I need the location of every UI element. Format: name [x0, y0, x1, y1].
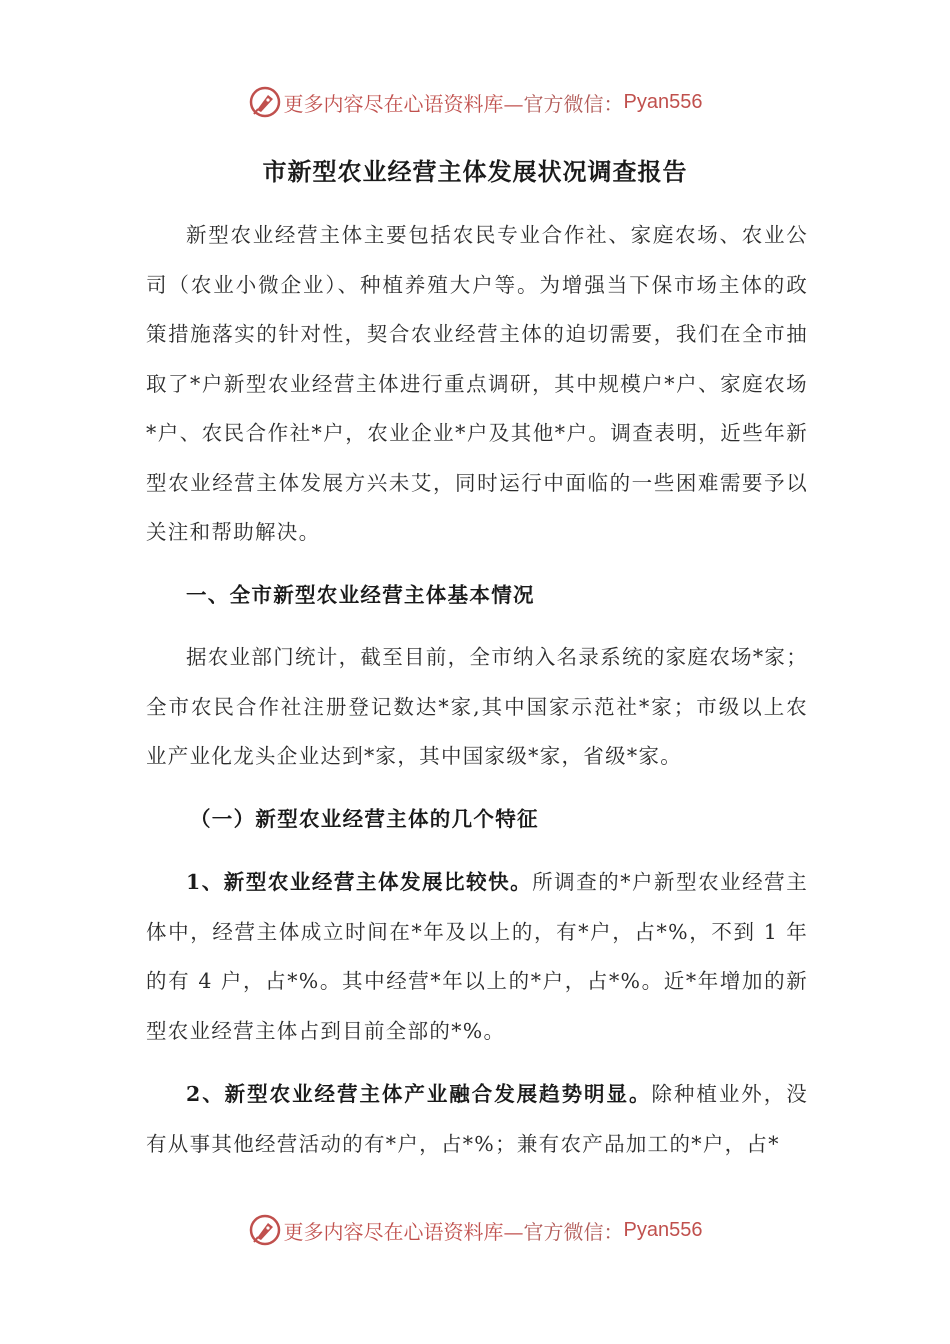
section1-heading: 一、全市新型农业经营主体基本情况 [186, 583, 535, 607]
subsection1-heading: （一）新型农业经营主体的几个特征 [190, 807, 539, 831]
point1-text: 所调查的*户新型农业经营主体中，经营主体成立时间在*年及以上的，有*户，占*%，不到 1 年的有 4 户，占*%。其中经营*年以上的*户，占*%。近*年增加的新型农业经营主体占到目前全部的*%。 [146, 870, 808, 1043]
banner-wechat-id: Pyan556 [623, 1218, 703, 1241]
section-heading [146, 571, 808, 621]
point2-paragraph [146, 1070, 808, 1169]
intro-paragraph [146, 211, 808, 558]
section1-paragraph [146, 633, 808, 782]
watermark-banner-top [0, 82, 950, 122]
pen-nib-icon [248, 1213, 282, 1247]
point1-paragraph [146, 858, 808, 1056]
section1-text: 据农业部门统计，截至目前，全市纳入名录系统的家庭农场*家；全市农民合作社注册登记数达*家,其中国家示范社*家；市级以上农业产业化龙头企业达到*家，其中国家级*家，省级*家。 [146, 645, 808, 768]
point2-text: 除种植业外，没有从事其他经营活动的有*户，占*%；兼有农产品加工的*户，占* [146, 1082, 808, 1156]
point2-lead: 2、新型农业经营主体产业融合发展趋势明显。 [186, 1082, 652, 1106]
banner-prefix: 更多内容尽在心语资料库— [283, 1219, 524, 1244]
subsection-heading [146, 795, 808, 845]
banner-wechat-id: Pyan556 [623, 90, 703, 113]
document-title: 市新型农业经营主体发展状况调查报告 [262, 157, 688, 186]
watermark-banner-bottom [0, 1210, 950, 1250]
point1-lead: 1、新型农业经营主体发展比较快。 [186, 870, 533, 894]
banner-prefix: 更多内容尽在心语资料库— [283, 91, 524, 116]
banner-wechat-label: 官方微信： [523, 91, 624, 116]
banner-wechat-label: 官方微信： [523, 1219, 624, 1244]
intro-text: 新型农业经营主体主要包括农民专业合作社、家庭农场、农业公司（农业小微企业）、种植养殖大户等。为增强当下保市场主体的政策措施落实的针对性，契合农业经营主体的迫切需要，我们在全市抽取了*户新型农业经营主体进行重点调研，其中规模户*户、家庭农场*户、农民合作社*户，农业企业*户及其他*户。调查表明，近些年新型农业经营主体发展方兴未艾，同时运行中面临的一些困难需要予以关注和帮助解决。 [146, 223, 808, 544]
pen-nib-icon [248, 85, 282, 119]
